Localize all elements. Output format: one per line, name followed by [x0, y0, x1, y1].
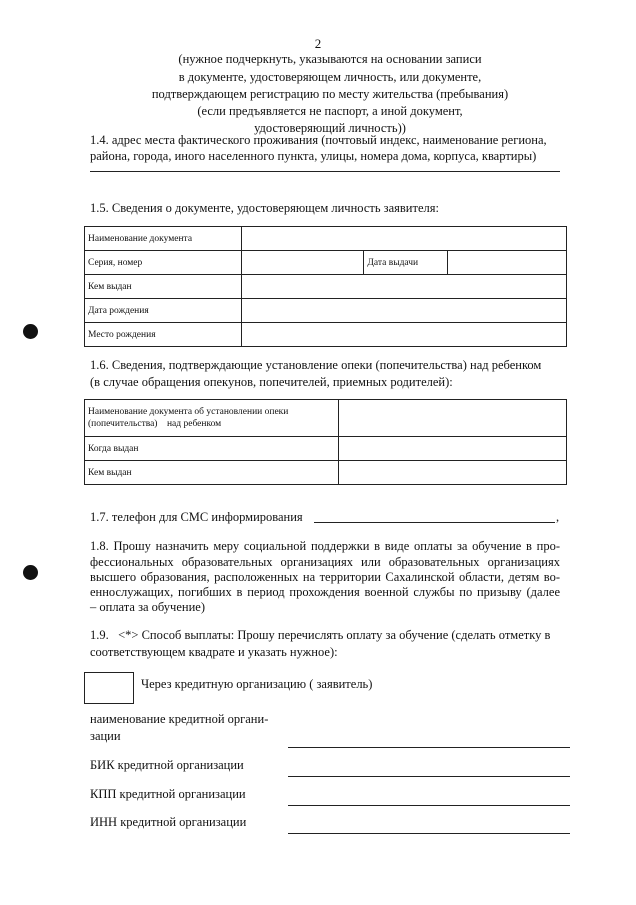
bank-name-input-line[interactable] — [288, 747, 570, 748]
issue-date-label: Дата выдачи — [364, 251, 448, 275]
doc-name-label: Наименование документа — [85, 227, 242, 251]
guardianship-doc-label-line2: (попечительства) над ребенком — [88, 419, 222, 429]
section-1-5-title: 1.5. Сведения о документе, удостоверяющем личность заявителя: — [90, 201, 439, 215]
guardianship-issued-by-label: Кем выдан — [85, 461, 339, 485]
kpp-input-line[interactable] — [288, 805, 570, 806]
section-1-8-line: фессиональных образовательных организациях или образовательных организациях — [90, 555, 560, 569]
guardianship-table — [84, 399, 567, 485]
section-1-8-line: еннослужащих, погибших в период прохождения военной службы по призыву (далее — [90, 585, 560, 599]
section-1-8-line: 1.8. Прошу назначить меру социальной поддержки в виде оплаты за обучение в про- — [90, 539, 560, 553]
address-input-line[interactable] — [90, 171, 560, 172]
when-issued-label: Когда выдан — [85, 437, 339, 461]
section-1-8-line: – оплата за обучение) — [90, 600, 205, 614]
guardianship-doc-label — [85, 400, 339, 437]
punch-hole — [23, 324, 38, 339]
section-1-9-line2: соответствующем квадрате и указать нужное): — [90, 645, 338, 659]
bik-input-line[interactable] — [288, 776, 570, 777]
birth-date-field[interactable] — [241, 299, 566, 323]
identity-document-table — [84, 226, 567, 347]
guardianship-issued-by-field[interactable] — [338, 461, 566, 485]
sms-phone-label: 1.7. телефон для СМС информирования — [90, 510, 303, 524]
punch-hole — [23, 565, 38, 580]
series-number-label: Серия, номер — [85, 251, 242, 275]
issue-date-field[interactable] — [448, 251, 567, 275]
issued-by-field[interactable] — [241, 275, 566, 299]
note-line: (если предъявляется не паспорт, а иной документ, — [197, 104, 463, 118]
guardianship-doc-label-line1: Наименование документа об установлении опеки — [88, 407, 289, 417]
kpp-label: КПП кредитной организации — [90, 787, 246, 801]
bank-option-label: Через кредитную организацию ( заявитель) — [141, 677, 373, 691]
bank-name-label-line1: наименование кредитной органи- — [90, 712, 269, 726]
when-issued-field[interactable] — [338, 437, 566, 461]
birth-date-label: Дата рождения — [85, 299, 242, 323]
bank-option-checkbox[interactable] — [84, 672, 134, 704]
doc-name-field[interactable] — [241, 227, 566, 251]
guardianship-doc-field[interactable] — [338, 400, 566, 437]
address-label-line2: района, города, иного населенного пункта, улицы, номера дома, корпуса, квартиры) — [90, 149, 537, 163]
sms-phone-comma: , — [556, 510, 560, 524]
bank-name-label-line2: зации — [90, 729, 121, 743]
inn-label: ИНН кредитной организации — [90, 815, 247, 829]
page-number: 2 — [314, 36, 322, 51]
inn-input-line[interactable] — [288, 833, 570, 834]
note-line: (нужное подчеркнуть, указываются на основании записи — [178, 52, 482, 66]
section-1-6-line2: (в случае обращения опекунов, попечителей, приемных родителей): — [90, 375, 453, 389]
birth-place-label: Место рождения — [85, 323, 242, 347]
issued-by-label: Кем выдан — [85, 275, 242, 299]
section-1-9-line1: 1.9. <*> Способ выплаты: Прошу перечислять оплату за обучение (сделать отметку в — [90, 628, 551, 642]
section-1-6-line1: 1.6. Сведения, подтверждающие установление опеки (попечительства) над ребенком — [90, 358, 542, 372]
note-line: подтверждающем регистрацию по месту жительства (пребывания) — [151, 87, 509, 101]
birth-place-field[interactable] — [241, 323, 566, 347]
series-number-field[interactable] — [241, 251, 364, 275]
bik-label: БИК кредитной организации — [90, 758, 244, 772]
note-line: в документе, удостоверяющем личность, или документе, — [178, 70, 482, 84]
sms-phone-input-line[interactable] — [314, 522, 555, 523]
address-label-line1: 1.4. адрес места фактического проживания (почтовый индекс, наименование региона, — [90, 133, 547, 147]
section-1-8-line: высшего образования, расположенных на территории Сахалинской области, детям во- — [90, 570, 560, 584]
note-line: удостоверяющий личность)) — [254, 121, 406, 135]
